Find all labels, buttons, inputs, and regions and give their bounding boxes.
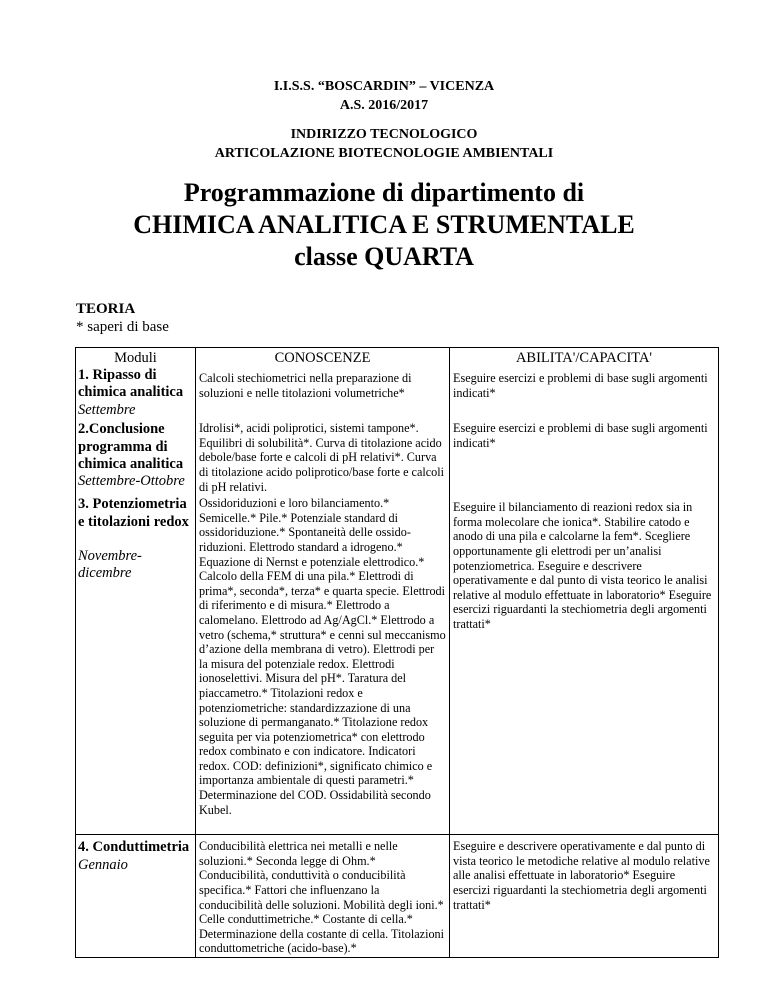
conoscenze-cell (196, 367, 450, 420)
module-title: 1. Ripasso di chimica analitica (78, 367, 184, 401)
section-note: * saperi di base (76, 319, 169, 335)
title-line-2: CHIMICA ANALITICA E STRUMENTALE (133, 210, 635, 239)
abilita-text: Eseguire e descrivere operativamente e dal punto di vista teorico le metodiche relative al modulo relative alle analisi effettuate in laboratorio* Eseguire esercizi riguardanti la stechiometria degli argomenti trattati* (453, 839, 710, 912)
module-time: Novembre-dicembre (78, 548, 142, 582)
module-cell (76, 495, 196, 835)
title-line-3: classe QUARTA (294, 242, 474, 271)
header-moduli: Moduli (76, 348, 196, 368)
program-table (75, 347, 719, 958)
module-title: 3. Potenziometria e titolazioni redox (78, 496, 189, 530)
section-heading (76, 300, 169, 336)
module-time: Settembre-Ottobre (78, 473, 185, 490)
page-title (0, 177, 768, 273)
conoscenze-cell (196, 420, 450, 495)
conoscenze-cell (196, 835, 450, 958)
abilita-cell (450, 495, 719, 835)
module-title: 2.Conclusione programma di chimica analitica (78, 421, 184, 473)
module-time: Settembre (78, 401, 136, 418)
abilita-text: Eseguire il bilanciamento di reazioni redox sia in forma molecolare che ionica*. Stabilire catodo e anodo di una pila e calcolarne la fem*. Scegliere opportunamente gli elettrodi per un’analisi potenziometrica. Eseguire e descrivere operativamente e dal punto di vista teorico le analisi relative al modulo effettuate in laboratorio* Eseguire esercizi riguardanti la stechiometria degli argomenti trattati* (453, 500, 712, 631)
articolazione: ARTICOLAZIONE BIOTECNOLOGIE AMBIENTALI (214, 146, 554, 161)
table-row (76, 835, 719, 958)
module-cell (76, 367, 196, 420)
table-row (76, 420, 719, 495)
abilita-text: Eseguire esercizi e problemi di base sugli argomenti indicati* (453, 421, 708, 450)
header-conoscenze: CONOSCENZE (196, 348, 450, 368)
header-abilita: ABILITA'/CAPACITA' (450, 348, 719, 368)
conoscenze-text: Ossidoriduzioni e loro bilanciamento.* Semicelle.* Pile.* Potenziale standard di ossidoriduzione.* Spontaneità delle ossido-riduzioni. Elettrodo standard a idrogeno.* Equazione di Nernst e potenziale elettrodico.* Calcolo della FEM di una pila.* Elettrodi di prima*, seconda*, terza* e quarta specie. Elettrodi di riferimento e di misura.* Elettrodo a calomelano. Elettrodo ad Ag/AgCl.* Elettrodo a vetro (schema,* struttura* e cenni sul meccanismo d’azione della membrana di vetro). Elettrodi per la misura del potenziale redox. Elettrodi ionoselettivi. Misura del pH*. Taratura del piaccametro.* Titolazioni redox e potenziometriche: standardizzazione di una soluzione di permanganato.* Titolazione redox seguita per via potenziometrica* con elettrodo redox combinato e con indicatore. Indicatori redox. COD: definizioni*, significato chimico e importanza ambientale di questi parametri.* Determinazione del COD. Ossidabilità secondo Kubel. (199, 496, 446, 817)
module-time: Gennaio (78, 856, 128, 873)
conoscenze-text: Calcoli stechiometrici nella preparazione di soluzioni e nelle titolazioni volumetriche* (199, 371, 412, 400)
abilita-cell (450, 367, 719, 420)
abilita-text: Eseguire esercizi e problemi di base sugli argomenti indicati* (453, 371, 708, 400)
abilita-cell (450, 420, 719, 495)
table-row (76, 495, 719, 835)
section-title: TEORIA (76, 301, 136, 317)
indirizzo: INDIRIZZO TECNOLOGICO (290, 127, 478, 142)
table-header-row (76, 348, 719, 368)
module-cell (76, 420, 196, 495)
school-name: I.I.S.S. “BOSCARDIN” – VICENZA (273, 79, 495, 94)
school-year: A.S. 2016/2017 (339, 98, 429, 113)
module-title: 4. Conduttimetria (78, 839, 190, 856)
conoscenze-cell (196, 495, 450, 835)
conoscenze-text: Conducibilità elettrica nei metalli e nelle soluzioni.* Seconda legge di Ohm.* Conducibilità, conduttività o conducibilità specifica.* Fattori che influenzano la conducibilità delle soluzioni. Mobilità degli ioni.* Celle conduttimetriche.* Costante di cella.* Determinazione della costante di cella. Titolazioni conduttometriche (acido-base).* (199, 839, 445, 956)
table-row (76, 367, 719, 420)
conoscenze-text: Idrolisi*, acidi poliprotici, sistemi tampone*. Equilibri di solubilità*. Curva di titolazione acido debole/base forte e calcoli di pH relativi*. Curva di titolazione acido poliprotico/base forte e calcoli di pH relativi. (199, 421, 445, 494)
module-cell (76, 835, 196, 958)
abilita-cell (450, 835, 719, 958)
title-line-1: Programmazione di dipartimento di (183, 178, 585, 207)
